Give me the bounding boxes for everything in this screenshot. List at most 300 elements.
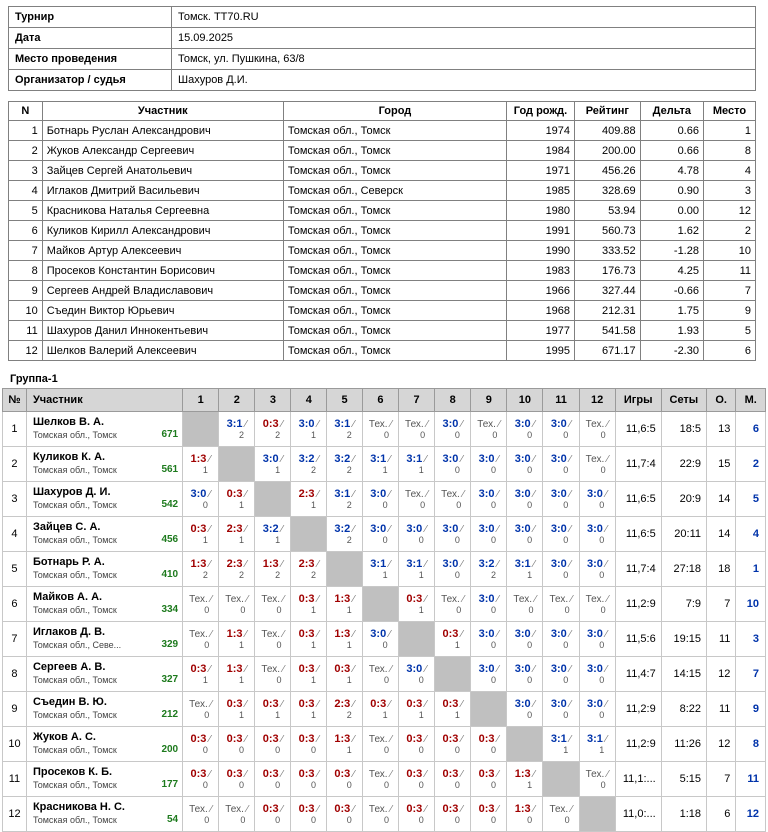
cross-cell-score bbox=[291, 482, 327, 517]
cross-row-number: 4 bbox=[3, 517, 27, 552]
score-separator: ⁄ bbox=[495, 418, 501, 430]
cross-cell-self bbox=[579, 797, 615, 832]
match-points: 1 bbox=[454, 709, 460, 720]
match-points: 2 bbox=[238, 429, 244, 440]
match-points: 1 bbox=[310, 674, 316, 685]
participant-rating: 200.00 bbox=[575, 141, 641, 161]
score-separator: ⁄ bbox=[207, 698, 213, 710]
participant-city: Томская обл., Томск bbox=[283, 341, 506, 361]
cross-games: 11,7:4 bbox=[615, 447, 661, 482]
match-points: 0 bbox=[240, 814, 246, 825]
match-score: 0:3 bbox=[298, 662, 315, 675]
participant-rating: 671.17 bbox=[575, 341, 641, 361]
score-separator: ⁄ bbox=[566, 523, 572, 535]
cross-cell-score bbox=[327, 482, 363, 517]
cross-cell-score bbox=[291, 727, 327, 762]
match-score: 1:3 bbox=[334, 732, 351, 745]
match-score: 3:0 bbox=[478, 662, 495, 675]
match-points: 0 bbox=[276, 639, 282, 650]
match-score: 1:3 bbox=[226, 662, 243, 675]
cross-cell-score bbox=[219, 727, 255, 762]
score-separator: ⁄ bbox=[422, 803, 427, 815]
match-score: Тех. bbox=[368, 418, 388, 430]
cross-row-player bbox=[26, 692, 182, 727]
participant-year: 1983 bbox=[506, 261, 574, 281]
player-city: Томская обл., Томск bbox=[32, 465, 117, 475]
score-separator: ⁄ bbox=[207, 593, 213, 605]
score-separator: ⁄ bbox=[532, 593, 537, 605]
match-points: 0 bbox=[420, 499, 426, 510]
match-points: 0 bbox=[490, 499, 496, 510]
score-separator: ⁄ bbox=[458, 558, 463, 570]
cross-place: 3 bbox=[736, 622, 766, 657]
player-name: Шелков В. А. bbox=[32, 416, 105, 429]
participant-n: 7 bbox=[9, 241, 43, 261]
score-separator: ⁄ bbox=[494, 803, 499, 815]
match-score: 0:3 bbox=[406, 592, 423, 605]
score-separator: ⁄ bbox=[530, 488, 536, 500]
cross-header-opponent-4: 4 bbox=[291, 389, 327, 412]
score-separator: ⁄ bbox=[387, 733, 393, 745]
participant-city: Томская обл., Томск bbox=[283, 221, 506, 241]
score-separator: ⁄ bbox=[422, 698, 427, 710]
cross-cell-self bbox=[291, 517, 327, 552]
match-score: 3:0 bbox=[550, 452, 567, 465]
match-score: 3:1 bbox=[370, 452, 387, 465]
participant-year: 1968 bbox=[506, 301, 574, 321]
participant-name: Иглаков Дмитрий Васильевич bbox=[42, 181, 283, 201]
cross-header-sets: Сеты bbox=[661, 389, 706, 412]
match-score: 0:3 bbox=[298, 767, 315, 780]
match-score: 1:3 bbox=[514, 767, 531, 780]
participant-city: Томская обл., Северск bbox=[283, 181, 506, 201]
cross-cell-self bbox=[543, 762, 579, 797]
match-score: 0:3 bbox=[262, 767, 279, 780]
participant-n: 12 bbox=[9, 341, 43, 361]
match-score: 0:3 bbox=[406, 767, 423, 780]
cross-cell-score bbox=[543, 657, 579, 692]
match-score: 3:0 bbox=[550, 697, 567, 710]
match-points: 0 bbox=[384, 744, 390, 755]
match-points: 2 bbox=[490, 569, 496, 580]
cross-cell-score bbox=[543, 412, 579, 447]
match-score: 0:3 bbox=[478, 802, 495, 815]
match-points: 0 bbox=[454, 534, 460, 545]
score-separator: ⁄ bbox=[530, 663, 536, 675]
score-separator: ⁄ bbox=[243, 803, 249, 815]
match-points: 1 bbox=[310, 639, 316, 650]
player-city: Томская обл., Томск bbox=[32, 815, 117, 825]
match-score: 1:3 bbox=[190, 452, 207, 465]
match-points: 0 bbox=[382, 499, 388, 510]
score-separator: ⁄ bbox=[206, 733, 211, 745]
cross-header-num: № bbox=[3, 389, 27, 412]
cross-row-player bbox=[26, 447, 182, 482]
score-separator: ⁄ bbox=[386, 628, 391, 640]
cross-cell-score bbox=[219, 587, 255, 622]
cross-cell-score bbox=[219, 657, 255, 692]
score-separator: ⁄ bbox=[422, 558, 427, 570]
cross-cell-score bbox=[362, 622, 398, 657]
match-points: 1 bbox=[310, 709, 316, 720]
score-separator: ⁄ bbox=[242, 663, 247, 675]
table-row bbox=[3, 762, 766, 797]
match-score: 3:0 bbox=[586, 697, 603, 710]
match-score: 3:2 bbox=[334, 522, 351, 535]
player-rating: 671 bbox=[161, 429, 179, 440]
match-score: Тех. bbox=[477, 418, 496, 430]
cross-place: 2 bbox=[736, 447, 766, 482]
match-points: 0 bbox=[384, 779, 390, 790]
match-points: 1 bbox=[275, 464, 281, 475]
participant-delta: 1.93 bbox=[640, 321, 703, 341]
score-separator: ⁄ bbox=[494, 593, 499, 605]
cross-cell-score bbox=[291, 657, 327, 692]
score-separator: ⁄ bbox=[604, 593, 609, 605]
cross-row-number: 1 bbox=[3, 412, 27, 447]
match-score: 0:3 bbox=[226, 487, 243, 500]
match-points: 0 bbox=[310, 814, 316, 825]
match-score: Тех. bbox=[549, 593, 569, 605]
match-points: 0 bbox=[382, 639, 388, 650]
match-points: 0 bbox=[600, 779, 606, 790]
cross-header-opponent-1: 1 bbox=[183, 389, 219, 412]
score-separator: ⁄ bbox=[566, 558, 572, 570]
cross-cell-score bbox=[543, 482, 579, 517]
table-row bbox=[3, 412, 766, 447]
match-score: 0:3 bbox=[226, 697, 243, 710]
match-points: 1 bbox=[418, 464, 424, 475]
cross-cell-score bbox=[399, 657, 435, 692]
match-score: 3:0 bbox=[370, 487, 387, 500]
cross-cell-score bbox=[183, 587, 219, 622]
match-points: 0 bbox=[563, 639, 569, 650]
match-points: 1 bbox=[310, 429, 316, 440]
match-score: 0:3 bbox=[226, 767, 243, 780]
score-separator: ⁄ bbox=[350, 453, 355, 465]
cross-cell-score bbox=[507, 692, 543, 727]
cross-cell-score bbox=[327, 587, 363, 622]
match-score: Тех. bbox=[549, 803, 569, 815]
cross-cell-score bbox=[435, 517, 471, 552]
match-points: 0 bbox=[346, 814, 352, 825]
cross-cell-score bbox=[219, 482, 255, 517]
score-separator: ⁄ bbox=[350, 663, 355, 675]
cross-header-opponent-3: 3 bbox=[255, 389, 291, 412]
table-row bbox=[9, 341, 756, 361]
participants-table bbox=[8, 101, 756, 361]
score-separator: ⁄ bbox=[242, 733, 247, 745]
cross-cell-score bbox=[183, 552, 219, 587]
cross-cell-score bbox=[291, 587, 327, 622]
participant-n: 3 bbox=[9, 161, 43, 181]
match-points: 1 bbox=[382, 464, 388, 475]
match-points: 0 bbox=[527, 639, 533, 650]
match-score: 3:2 bbox=[298, 452, 315, 465]
match-score: Тех. bbox=[585, 418, 605, 430]
score-separator: ⁄ bbox=[530, 453, 536, 465]
match-score: Тех. bbox=[405, 418, 424, 430]
cross-sets: 1:18 bbox=[661, 797, 706, 832]
participant-city: Томская обл., Томск bbox=[283, 161, 506, 181]
participant-name: Шахуров Данил Иннокентьевич bbox=[42, 321, 283, 341]
score-separator: ⁄ bbox=[350, 768, 355, 780]
match-score: 0:3 bbox=[442, 802, 459, 815]
match-points: 0 bbox=[527, 709, 533, 720]
match-points: 0 bbox=[382, 534, 388, 545]
cross-games: 11,1:... bbox=[615, 762, 661, 797]
match-points: 1 bbox=[346, 744, 352, 755]
match-score: 0:3 bbox=[442, 732, 459, 745]
cross-cell-score bbox=[327, 762, 363, 797]
score-separator: ⁄ bbox=[242, 558, 247, 570]
cross-cell-score bbox=[507, 657, 543, 692]
cross-cell-score bbox=[291, 412, 327, 447]
score-separator: ⁄ bbox=[242, 523, 247, 535]
cross-row-player bbox=[26, 762, 182, 797]
score-separator: ⁄ bbox=[459, 488, 465, 500]
match-score: 3:0 bbox=[586, 522, 603, 535]
score-separator: ⁄ bbox=[350, 733, 355, 745]
match-points: 0 bbox=[275, 744, 281, 755]
match-points: 0 bbox=[384, 674, 390, 685]
match-points: 0 bbox=[563, 499, 569, 510]
cross-cell-score bbox=[543, 552, 579, 587]
cross-place: 6 bbox=[736, 412, 766, 447]
player-city: Томская обл., Томск bbox=[32, 605, 117, 615]
cross-cell-score bbox=[435, 797, 471, 832]
match-points: 0 bbox=[563, 569, 569, 580]
cross-sets: 5:15 bbox=[661, 762, 706, 797]
score-separator: ⁄ bbox=[422, 523, 427, 535]
score-separator: ⁄ bbox=[602, 663, 608, 675]
match-points: 1 bbox=[382, 709, 388, 720]
match-points: 0 bbox=[527, 464, 533, 475]
table-row bbox=[9, 301, 756, 321]
cross-row-number: 7 bbox=[3, 622, 27, 657]
match-points: 0 bbox=[276, 604, 282, 615]
player-rating: 334 bbox=[161, 604, 179, 615]
cross-cell-score bbox=[579, 727, 615, 762]
participant-place: 9 bbox=[703, 301, 755, 321]
cross-cell-score bbox=[543, 517, 579, 552]
participant-place: 4 bbox=[703, 161, 755, 181]
match-score: 0:3 bbox=[478, 767, 495, 780]
cross-cell-score bbox=[579, 657, 615, 692]
cross-points: 14 bbox=[707, 517, 736, 552]
score-separator: ⁄ bbox=[422, 663, 427, 675]
cross-cell-score bbox=[255, 762, 291, 797]
score-separator: ⁄ bbox=[530, 558, 536, 570]
match-score: 3:0 bbox=[478, 592, 495, 605]
participant-delta: -2.30 bbox=[640, 341, 703, 361]
score-separator: ⁄ bbox=[422, 768, 427, 780]
score-separator: ⁄ bbox=[423, 418, 429, 430]
match-points: 0 bbox=[599, 534, 605, 545]
match-points: 1 bbox=[346, 604, 352, 615]
match-points: 0 bbox=[564, 814, 570, 825]
score-separator: ⁄ bbox=[530, 768, 536, 780]
participant-rating: 176.73 bbox=[575, 261, 641, 281]
match-score: 3:0 bbox=[514, 487, 531, 500]
cross-cell-score bbox=[362, 482, 398, 517]
score-separator: ⁄ bbox=[422, 593, 427, 605]
cross-cell-score bbox=[183, 692, 219, 727]
cross-cell-score bbox=[471, 622, 507, 657]
cross-place: 7 bbox=[736, 657, 766, 692]
table-row bbox=[3, 727, 766, 762]
participant-place: 1 bbox=[703, 121, 755, 141]
cross-row-player bbox=[26, 622, 182, 657]
score-separator: ⁄ bbox=[243, 593, 249, 605]
participants-header-cell: Год рожд. bbox=[506, 102, 574, 121]
cross-header-opponent-6: 6 bbox=[362, 389, 398, 412]
player-name: Куликов К. А. bbox=[32, 451, 106, 464]
player-name: Шахуров Д. И. bbox=[32, 486, 111, 499]
participant-rating: 456.26 bbox=[575, 161, 641, 181]
score-separator: ⁄ bbox=[386, 558, 391, 570]
score-separator: ⁄ bbox=[278, 768, 284, 780]
player-city: Томская обл., Томск bbox=[32, 535, 117, 545]
player-name: Ботнарь Р. А. bbox=[32, 556, 105, 569]
participant-n: 2 bbox=[9, 141, 43, 161]
match-points: 0 bbox=[527, 674, 533, 685]
participant-city: Томская обл., Томск bbox=[283, 241, 506, 261]
score-separator: ⁄ bbox=[314, 628, 319, 640]
match-score: 3:0 bbox=[442, 417, 459, 430]
score-separator: ⁄ bbox=[458, 768, 463, 780]
score-separator: ⁄ bbox=[314, 698, 319, 710]
info-label: Организатор / судья bbox=[9, 70, 172, 91]
match-points: 1 bbox=[418, 569, 424, 580]
score-separator: ⁄ bbox=[494, 488, 499, 500]
score-separator: ⁄ bbox=[494, 628, 499, 640]
match-score: 3:0 bbox=[514, 417, 531, 430]
match-points: 0 bbox=[563, 534, 569, 545]
cross-cell-score bbox=[399, 797, 435, 832]
match-score: Тех. bbox=[189, 593, 208, 605]
match-score: 3:0 bbox=[298, 417, 315, 430]
info-row bbox=[9, 70, 756, 91]
cross-header-participant: Участник bbox=[26, 389, 182, 412]
cross-cell-score bbox=[471, 762, 507, 797]
match-score: 3:2 bbox=[262, 522, 279, 535]
match-points: 0 bbox=[563, 464, 569, 475]
cross-cell-score bbox=[507, 482, 543, 517]
match-points: 1 bbox=[346, 674, 352, 685]
cross-points: 18 bbox=[707, 552, 736, 587]
player-name: Зайцев С. А. bbox=[32, 521, 101, 534]
score-separator: ⁄ bbox=[350, 523, 355, 535]
match-score: 0:3 bbox=[478, 732, 495, 745]
player-rating: 456 bbox=[161, 534, 179, 545]
cross-cell-score bbox=[399, 412, 435, 447]
cross-row-number: 9 bbox=[3, 692, 27, 727]
participant-n: 10 bbox=[9, 301, 43, 321]
match-points: 2 bbox=[275, 569, 281, 580]
cross-row-number: 2 bbox=[3, 447, 27, 482]
cross-cell-score bbox=[362, 657, 398, 692]
score-separator: ⁄ bbox=[458, 523, 463, 535]
participant-n: 11 bbox=[9, 321, 43, 341]
match-points: 0 bbox=[490, 604, 496, 615]
score-separator: ⁄ bbox=[278, 418, 284, 430]
match-score: 0:3 bbox=[262, 732, 279, 745]
player-city: Томская обл., Томск bbox=[32, 570, 117, 580]
participant-n: 6 bbox=[9, 221, 43, 241]
match-points: 0 bbox=[418, 744, 424, 755]
participant-place: 11 bbox=[703, 261, 755, 281]
participant-name: Сергеев Андрей Владиславович bbox=[42, 281, 283, 301]
info-value: Томск, ул. Пушкина, 63/8 bbox=[172, 49, 756, 70]
match-score: 3:0 bbox=[550, 522, 567, 535]
cross-cell-score bbox=[507, 762, 543, 797]
group-title: Группа-1 bbox=[10, 373, 58, 385]
table-row bbox=[9, 221, 756, 241]
participant-name: Съедин Виктор Юрьевич bbox=[42, 301, 283, 321]
score-separator: ⁄ bbox=[602, 628, 608, 640]
participant-place: 6 bbox=[703, 341, 755, 361]
match-score: 3:0 bbox=[514, 452, 531, 465]
participant-place: 7 bbox=[703, 281, 755, 301]
match-score: 0:3 bbox=[190, 522, 207, 535]
cross-cell-score bbox=[471, 517, 507, 552]
match-score: 3:0 bbox=[262, 452, 279, 465]
cross-row-player bbox=[26, 657, 182, 692]
cross-cell-score bbox=[543, 727, 579, 762]
score-separator: ⁄ bbox=[278, 523, 284, 535]
match-score: 0:3 bbox=[226, 732, 243, 745]
match-score: 3:0 bbox=[370, 627, 387, 640]
score-separator: ⁄ bbox=[207, 628, 213, 640]
player-name: Майков А. А. bbox=[32, 591, 103, 604]
match-score: 0:3 bbox=[262, 697, 279, 710]
match-points: 0 bbox=[384, 429, 390, 440]
score-separator: ⁄ bbox=[278, 733, 284, 745]
match-score: 0:3 bbox=[190, 732, 207, 745]
match-points: 0 bbox=[456, 604, 462, 615]
cross-cell-score bbox=[362, 412, 398, 447]
match-points: 0 bbox=[528, 604, 534, 615]
cross-header-opponent-5: 5 bbox=[327, 389, 363, 412]
cross-place: 8 bbox=[736, 727, 766, 762]
match-score: 3:0 bbox=[586, 557, 603, 570]
participant-city: Томская обл., Томск bbox=[283, 121, 506, 141]
score-separator: ⁄ bbox=[459, 593, 465, 605]
participant-place: 3 bbox=[703, 181, 755, 201]
participant-delta: 4.25 bbox=[640, 261, 703, 281]
cross-cell-score bbox=[471, 482, 507, 517]
score-separator: ⁄ bbox=[602, 698, 608, 710]
match-points: 1 bbox=[238, 534, 244, 545]
participants-header-cell: Дельта bbox=[640, 102, 703, 121]
participant-year: 1984 bbox=[506, 141, 574, 161]
cross-games: 11,7:4 bbox=[615, 552, 661, 587]
match-score: Тех. bbox=[261, 663, 280, 675]
cross-sets: 20:9 bbox=[661, 482, 706, 517]
match-score: 3:2 bbox=[334, 452, 351, 465]
cross-cell-score bbox=[362, 447, 398, 482]
match-score: 0:3 bbox=[262, 417, 279, 430]
match-points: 0 bbox=[490, 534, 496, 545]
score-separator: ⁄ bbox=[206, 523, 211, 535]
cross-row-number: 3 bbox=[3, 482, 27, 517]
participant-delta: 1.75 bbox=[640, 301, 703, 321]
match-points: 0 bbox=[527, 814, 533, 825]
table-row bbox=[3, 482, 766, 517]
match-points: 0 bbox=[384, 814, 390, 825]
score-separator: ⁄ bbox=[566, 488, 572, 500]
